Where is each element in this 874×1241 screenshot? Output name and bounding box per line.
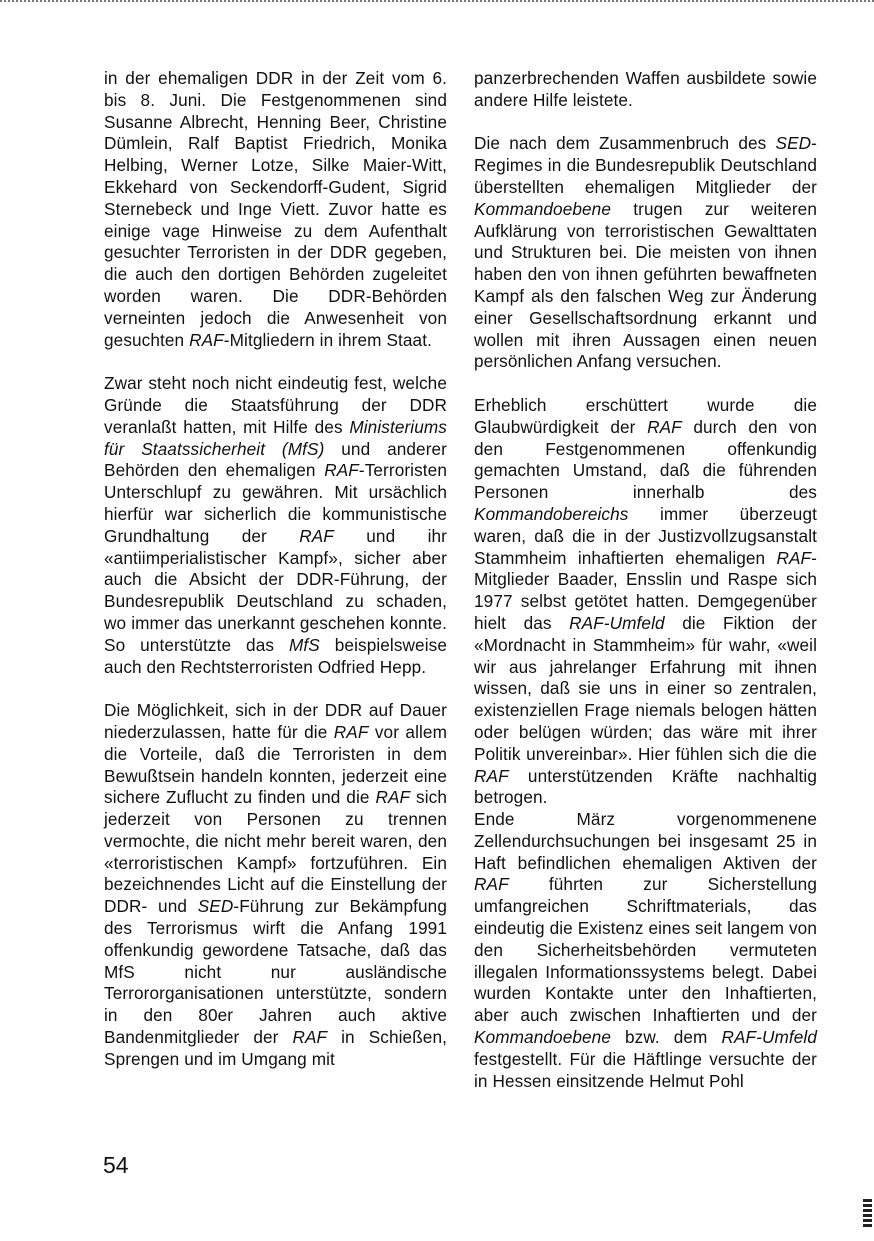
right-paragraph-3: Erheblich erschüttert wurde die Glaubwürdigkeit der RAF durch den von den Festgenommenen offenkundig gemachten Umstand, daß die führenden Personen innerhalb des Kommandobereichs immer überzeugt waren, daß die in der Justizvollzugsanstalt Stammheim inhaftierten ehemaligen RAF-Mitglieder Baader, Ensslin und Raspe sich 1977 selbst getötet hatten. Demgegenüber hielt das RAF-Umfeld die Fiktion der «Mordnacht in Stammheim» für wahr, «weil wir aus jahrelanger Erfahrung mit ihnen wissen, daß sie uns in einer so zentralen, existenziellen Frage niemals belogen hätten oder belügen würden; das wäre mit ihrer Politik unvereinbar». Hier fühlen sich die die RAF unterstützenden Kräfte nachhaltig betrogen. [474,394,817,808]
right-column [474,68,817,1092]
scan-top-edge [0,0,874,5]
scan-margin-mark [863,1199,872,1229]
right-paragraph-2: Die nach dem Zusammenbruch des SED-Regimes in die Bundesrepublik Deutschland überstellten ehemaligen Mitglieder der Kommandoebene trugen zur weiteren Aufklärung von terroristischen Gewalttaten und Strukturen bei. Die meisten von ihnen haben den von ihnen geführten bewaffneten Kampf als den falschen Weg zur Änderung einer Gesellschaftsordnung erkannt und wollen mit ihren Aussagen einen neuen persönlichen Anfang versuchen. [474,133,817,372]
left-paragraph-2: Zwar steht noch nicht eindeutig fest, welche Gründe die Staatsführung der DDR veranlaßt hatten, mit Hilfe des Ministeriums für Staatssicherheit (MfS) und anderer Behörden den ehemaligen RAF-Terroristen Unterschlupf zu gewähren. Mit ursächlich hierfür war sicherlich die kommunistische Grundhaltung der RAF und ihr «antiimperialistischer Kampf», sicher aber auch die Absicht der DDR-Führung, der Bundesrepublik Deutschland zu schaden, wo immer das unerkannt geschehen konnte. So unterstützte das MfS beispielsweise auch den Rechtsterroristen Odfried Hepp. [104,373,448,677]
left-column [104,68,447,1071]
left-paragraph-1: in der ehemaligen DDR in der Zeit vom 6. bis 8. Juni. Die Festgenommenen sind Susanne Albrecht, Henning Beer, Christine Dümlein, Ralf Baptist Friedrich, Monika Helbing, Werner Lotze, Silke Maier-Witt, Ekkehard von Seckendorff-Gudent, Sigrid Sternebeck und Inge Viett. Zuvor hatte es einige vage Hinweise zu dem Aufenthalt gesuchter Terroristen in der DDR gegeben, die auch den dortigen Behörden zugeleitet worden waren. Die DDR-Behörden verneinten jedoch die Anwesenheit von gesuchten RAF-Mitgliedern in ihrem Staat. [104,68,447,350]
left-paragraph-3: Die Möglichkeit, sich in der DDR auf Dauer niederzulassen, hatte für die RAF vor allem die Vorteile, daß die Terroristen in dem Bewußtsein handeln konnten, jederzeit eine sichere Zuflucht zu finden und die RAF sich jederzeit von Personen zu trennen vermochte, die nicht mehr bereit waren, den «terroristischen Kampf» fortzuführen. Ein bezeichnendes Licht auf die Einstellung der DDR- und SED-Führung zur Bekämpfung des Terrorismus wirft die Anfang 1991 offenkundig gewordene Tatsache, daß das MfS nicht nur ausländische Terrororganisationen unterstützte, sondern in den 80er Jahren auch aktive Bandenmitglieder der RAF in Schießen, Sprengen und im Umgang mit [104,700,447,1069]
right-paragraph-1: panzerbrechenden Waffen ausbildete sowie andere Hilfe leistete. [474,68,817,110]
right-paragraph-4: Ende März vorgenommenene Zellendurchsuchungen bei insgesamt 25 in Haft befindlichen ehemaligen Aktiven der RAF führten zur Sicherstellung umfangreichen Schriftmaterials, das eindeutig die Existenz eines seit langem von den Sicherheitsbehörden vermuteten illegalen Informationssystems belegt. Dabei wurden Kontakte unter den Inhaftierten, aber auch zwischen Inhaftierten und der Kommandoebene bzw. dem RAF-Umfeld festgestellt. Für die Häftlinge versuchte der in Hessen einsitzende Helmut Pohl [474,809,817,1091]
page-number: 54 [103,1152,129,1178]
